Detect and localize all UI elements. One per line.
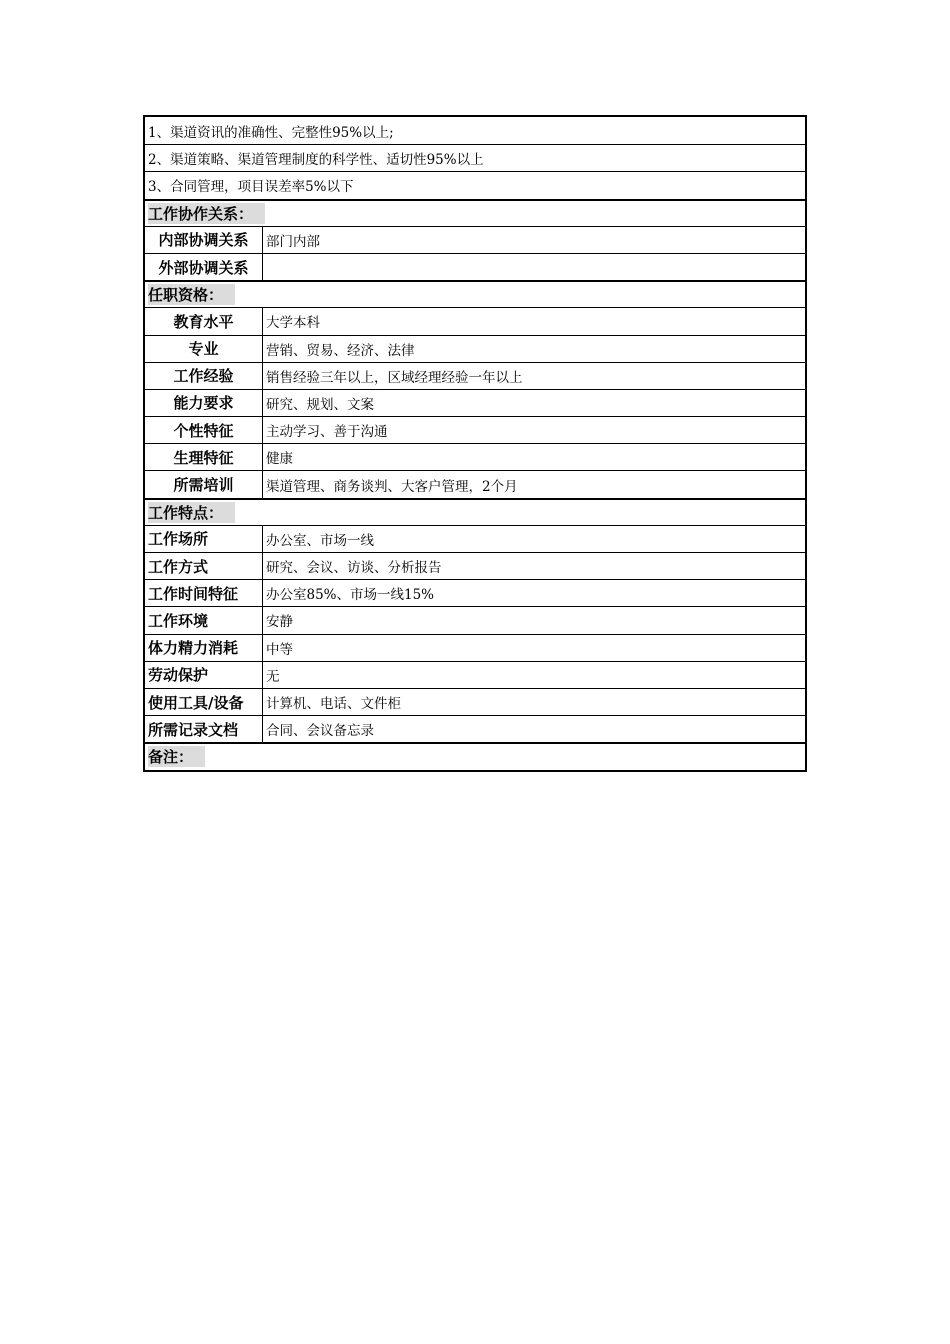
external-coordination-label: 外部协调关系 <box>145 254 263 280</box>
work-feature-row <box>145 661 805 688</box>
work-feature-row <box>145 634 805 661</box>
work-feature-value: 研究、会议、访谈、分析报告 <box>266 560 442 577</box>
work-feature-value: 办公室85%、市场一线15% <box>266 587 435 604</box>
work-feature-row <box>145 715 805 742</box>
qualification-label: 专业 <box>145 336 263 362</box>
qualification-value: 大学本科 <box>266 315 320 332</box>
kpi-row <box>145 171 805 198</box>
qualification-value: 健康 <box>266 451 293 468</box>
work-features-heading: 工作特点： <box>148 502 235 523</box>
qualification-label: 个性特征 <box>145 417 263 443</box>
qualification-row <box>145 307 805 334</box>
external-coordination-row <box>145 253 805 280</box>
qualification-value: 主动学习、善于沟通 <box>266 424 388 441</box>
qualification-value: 营销、贸易、经济、法律 <box>266 342 415 359</box>
cooperation-heading: 工作协作关系： <box>148 203 265 224</box>
qualification-row <box>145 389 805 416</box>
work-feature-label: 工作时间特征 <box>145 580 263 606</box>
qualification-row <box>145 362 805 389</box>
kpi-text: 3、合同管理，项目误差率5%以下 <box>148 179 354 196</box>
qualification-value: 销售经验三年以上，区域经理经验一年以上 <box>266 369 523 386</box>
work-feature-row <box>145 688 805 715</box>
work-feature-row <box>145 606 805 633</box>
qualification-row <box>145 416 805 443</box>
kpi-row <box>145 144 805 171</box>
work-feature-value: 中等 <box>266 641 293 658</box>
work-feature-row <box>145 579 805 606</box>
remarks-heading: 备注： <box>148 746 205 767</box>
work-features-heading-row <box>145 498 805 525</box>
qualification-label: 生理特征 <box>145 444 263 470</box>
work-feature-label: 劳动保护 <box>145 662 263 688</box>
qualification-label: 能力要求 <box>145 390 263 416</box>
qualification-label: 教育水平 <box>145 308 263 334</box>
qualification-row <box>145 335 805 362</box>
work-feature-row <box>145 552 805 579</box>
kpi-row <box>145 117 805 144</box>
work-feature-row <box>145 525 805 552</box>
internal-coordination-row <box>145 226 805 253</box>
work-feature-value: 无 <box>266 668 280 685</box>
job-description-table <box>143 115 807 772</box>
work-feature-value: 计算机、电话、文件柜 <box>266 696 401 713</box>
work-feature-label: 所需记录文档 <box>145 716 263 742</box>
work-feature-value: 办公室、市场一线 <box>266 532 374 549</box>
qualification-label: 所需培训 <box>145 471 263 497</box>
kpi-text: 1、渠道资讯的准确性、完整性95%以上; <box>148 124 394 141</box>
work-feature-label: 体力精力消耗 <box>145 635 263 661</box>
work-feature-label: 工作场所 <box>145 526 263 552</box>
qualification-row <box>145 470 805 497</box>
qualifications-heading: 任职资格： <box>148 284 235 305</box>
remarks-row <box>145 742 805 769</box>
cooperation-heading-row <box>145 199 805 226</box>
qualification-value: 渠道管理、商务谈判、大客户管理，2个月 <box>266 478 518 495</box>
kpi-text: 2、渠道策略、渠道管理制度的科学性、适切性95%以上 <box>148 152 484 169</box>
work-feature-label: 工作方式 <box>145 553 263 579</box>
internal-coordination-label: 内部协调关系 <box>145 227 263 253</box>
external-coordination-value <box>263 254 805 280</box>
qualifications-heading-row <box>145 280 805 307</box>
work-feature-label: 工作环境 <box>145 607 263 633</box>
internal-coordination-value: 部门内部 <box>266 233 320 250</box>
work-feature-label: 使用工具/设备 <box>145 689 263 715</box>
qualification-row <box>145 443 805 470</box>
work-feature-value: 安静 <box>266 614 293 631</box>
work-feature-value: 合同、会议备忘录 <box>266 723 374 740</box>
qualification-value: 研究、规划、文案 <box>266 396 374 413</box>
qualification-label: 工作经验 <box>145 363 263 389</box>
